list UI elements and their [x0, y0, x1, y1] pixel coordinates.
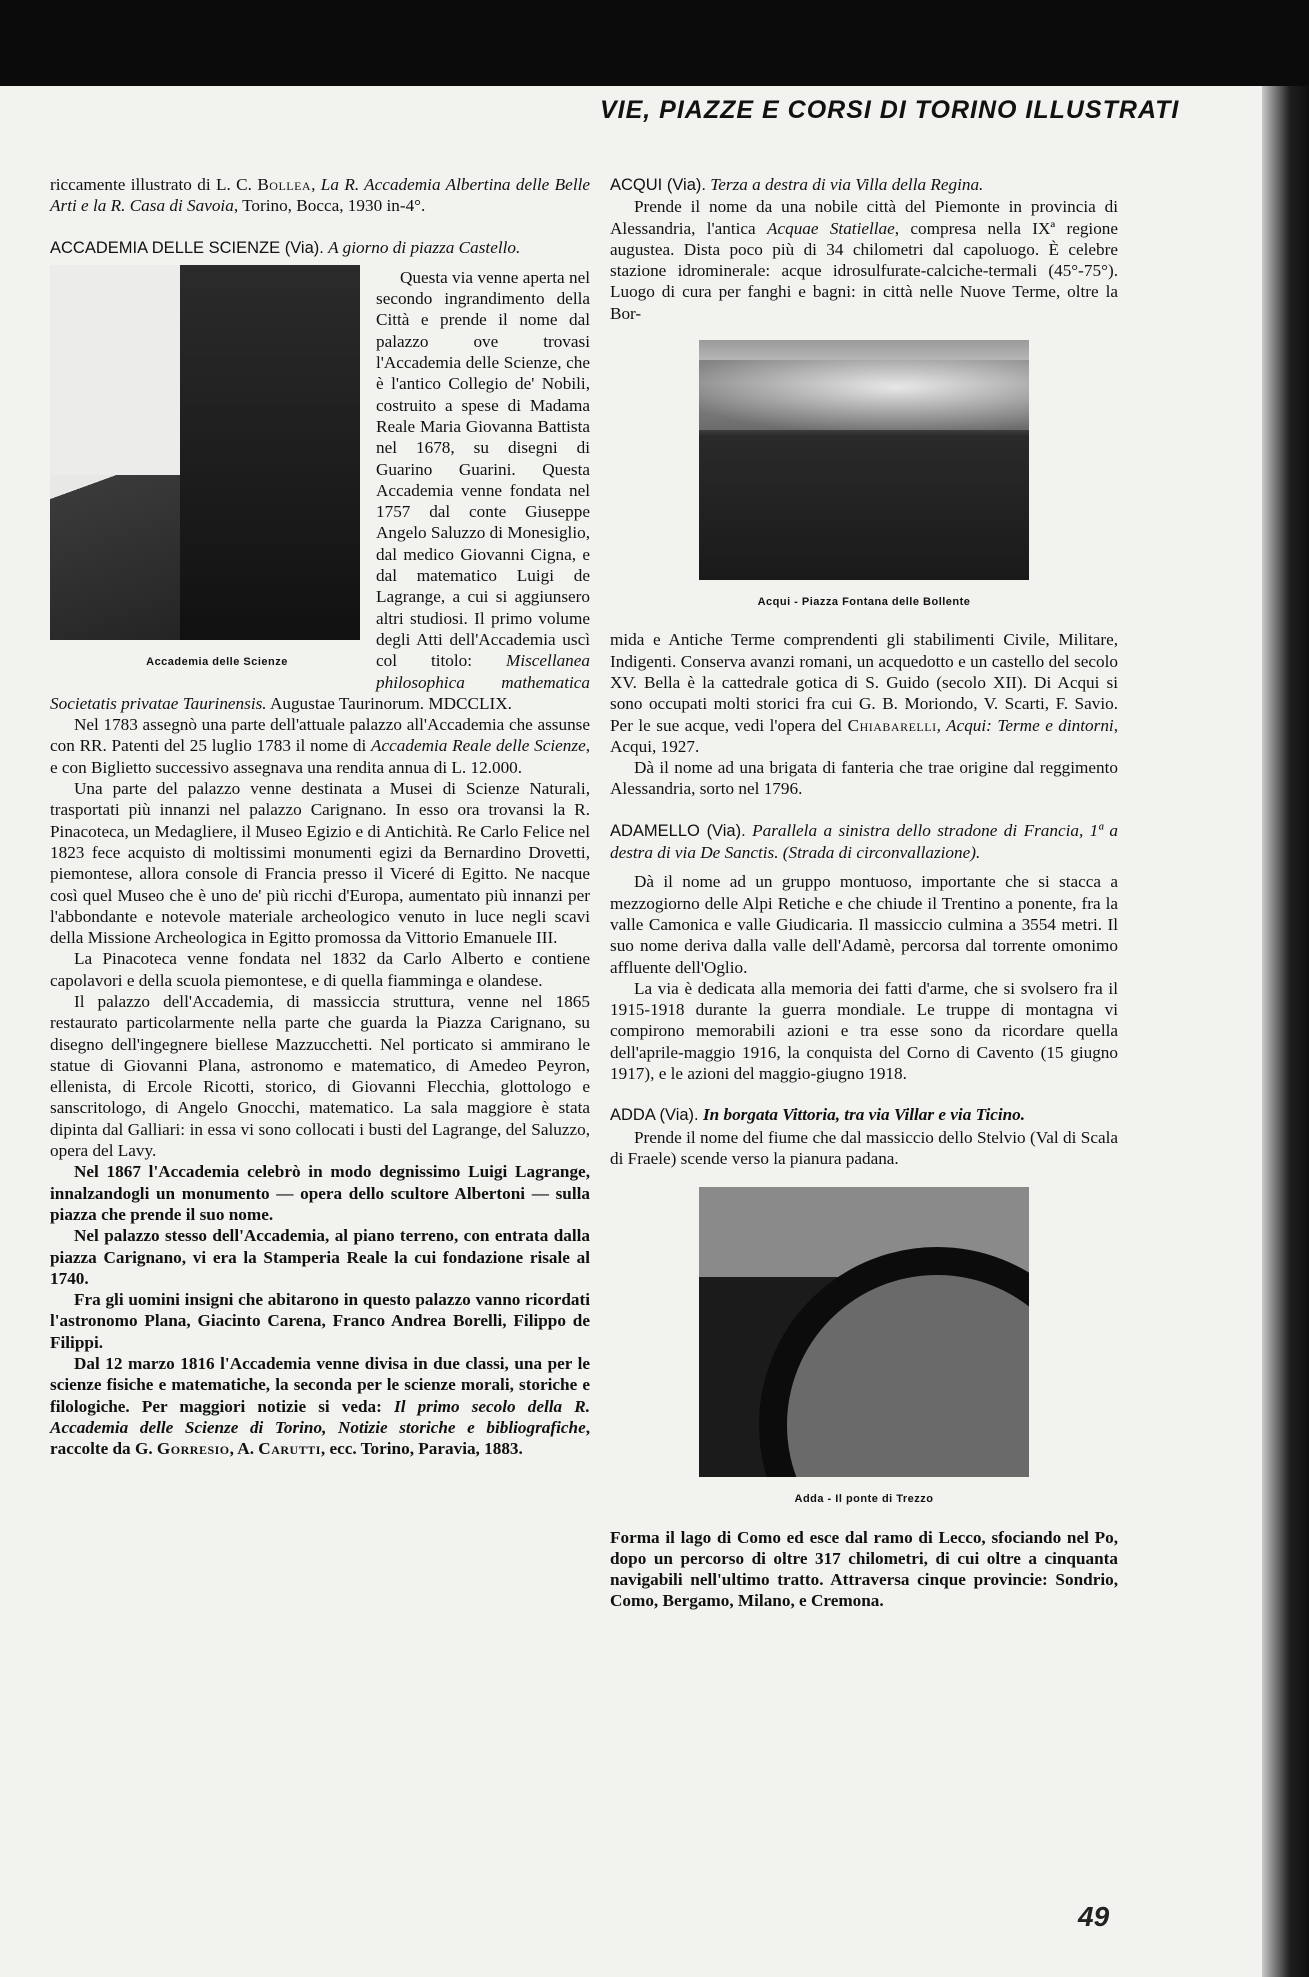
photo-acqui — [699, 340, 1029, 580]
entry-adamello — [610, 820, 1118, 864]
left-paragraph-1: riccamente illustrato di L. C. Bollea, La R. Accademia Albertina delle Belle Arti e la R. Casa di Savoia, Torino, Bocca, 1930 in-4°. — [50, 175, 590, 216]
left-paragraph-5: La Pinacoteca venne fondata nel 1832 da Carlo Alberto e contiene capolavori e della scuola piemontese, e di quella fiamminga e olandese. — [50, 949, 590, 990]
right-paragraph-3: Dà il nome ad una brigata di fanteria che trae origine dal reggimento Alessandria, sorto nel 1796. — [610, 758, 1118, 799]
page-number: 49 — [1078, 1901, 1110, 1932]
left-column — [50, 174, 590, 1460]
scan-top-band — [0, 0, 1309, 86]
entry-location: Terza a destra di via Villa della Regina. — [710, 175, 984, 194]
entry-location: In borgata Vittoria, tra via Villar e via Ticino. — [702, 1105, 1026, 1125]
right-paragraph-2: mida e Antiche Terme comprendenti gli stabilimenti Civile, Militare, Indigenti. Conserva avanzi romani, un acquedotto e un castello del secolo XV. Bella è la cattedrale gotica di S. Guido (secolo XII). Di Acqui si sono occupati molti storici fra cui G. B. Moriondo, V. Scarti, F. Savio. Per le sue acque, vedi l'opera del Chiabarelli, Acqui: Terme e dintorni, Acqui, 1927. — [610, 630, 1118, 756]
entry-title: ACQUI (Via). — [610, 176, 706, 194]
entry-title: ACCADEMIA DELLE SCIENZE (Via). — [50, 238, 324, 257]
left-paragraph-2: Accademia delle Scienze Questa via venne aperta nel secondo ingrandimento della Città e prende il nome dal palazzo ove trovasi l'Accademia delle Scienze, che è l'antico Collegio de' Nobili, costruito a spese di Madama Reale Maria Giovanna Battista nel 1678, su disegni di Guarino Guarini. Questa Accademia venne fondata nel 1757 dal conte Giuseppe Angelo Saluzzo di Monesiglio, dal medico Giovanni Cigna, e dal matematico Luigi de Lagrange, a cui si aggiunsero altri studiosi. Il primo volume degli Atti dell'Accademia uscì col titolo: Miscellanea philosophica mathematica Societatis privatae Taurinensis. Augustae Taurinorum. MDCCLIX. — [50, 267, 590, 714]
photo-accademia — [50, 265, 360, 675]
left-paragraph-7: Nel 1867 l'Accademia celebrò in modo degnissimo Luigi Lagrange, innalzandogli un monumento — opera dello scultore Albertoni — sulla piazza che prende il suo nome. — [50, 1162, 590, 1224]
photo-caption: Adda - Il ponte di Trezzo — [794, 1493, 934, 1506]
entry-acqui — [610, 174, 1118, 196]
right-paragraph-7: Forma il lago di Como ed esce dal ramo di Lecco, sfociando nel Po, dopo un percorso di oltre 317 chilometri, di cui oltre a cinquanta navigabili nell'ultimo tratto. Attraversa cinque provincie: Sondrio, Como, Bergamo, Milano, e Cremona. — [610, 1527, 1118, 1611]
photo-caption: Accademia delle Scienze — [146, 655, 288, 668]
entry-title: ADDA (Via). — [610, 1106, 699, 1125]
entry-location: A giorno di piazza Castello. — [328, 237, 521, 257]
right-column — [610, 174, 1118, 1612]
entry-accademia-delle-scienze — [50, 237, 590, 259]
photo-adda — [699, 1187, 1029, 1477]
right-paragraph-6: Prende il nome del fiume che dal massiccio dello Stelvio (Val di Scala di Fraele) scende verso la pianura padana. — [610, 1127, 1118, 1168]
right-paragraph-4: Dà il nome ad un gruppo montuoso, importante che si stacca a mezzogiorno delle Alpi Retiche e che chiude il Trentino a ponente, fra la valle Camonica e valle Giudicaria. Il massiccio culmina a 3554 metri. Il suo nome deriva dalla valle dell'Adamè, percorsa dal torrente omonimo affluente dell'Oglio. — [610, 872, 1118, 977]
left-paragraph-4: Una parte del palazzo venne destinata a Musei di Scienze Naturali, trasportati più innanzi nel palazzo Carignano. In esso ora trovansi la R. Pinacoteca, un Medagliere, il Museo Egizio e di Antichità. Re Carlo Felice nel 1823 fece acquisto di moltissimi monumenti egizi da Bernardino Drovetti, piemontese, allora console di Francia presso il Viceré di Egitto. Ne nacque così quel Museo che è uno de' più ricchi d'Europa, aumentato più innanzi per l'abbondante e notevole materiale archeologico venuto in luce negli scavi della Missione Archeologica in Egitto promossa da Vittorio Emanuele III. — [50, 779, 590, 948]
left-paragraph-3: Nel 1783 assegnò una parte dell'attuale palazzo all'Accademia che assunse con RR. Patenti del 25 luglio 1783 il nome di Accademia Reale delle Scienze, e con Biglietto successivo assegnava una rendita annua di L. 12.000. — [50, 715, 590, 777]
entry-adda — [610, 1104, 1118, 1126]
book-page — [0, 86, 1262, 1977]
right-paragraph-5: La via è dedicata alla memoria dei fatti d'arme, che si svolsero fra il 1915-1918 durante la guerra mondiale. Le truppe di montagna vi compirono memorabili azioni e tra esse sono da ricordare quella dell'aprile-maggio 1916, la conquista del Corno di Cavento (15 giugno 1917), e le azioni del maggio-giugno 1918. — [610, 978, 1118, 1084]
scan-right-edge — [1261, 86, 1309, 1977]
photo-accademia-image — [50, 265, 360, 640]
running-head: VIE, PIAZZE E CORSI DI TORINO ILLUSTRATI — [600, 96, 1180, 124]
left-paragraph-6: Il palazzo dell'Accademia, di massiccia struttura, venne nel 1865 restaurato particolarmente nella parte che guarda la Piazza Carignano, su disegno dell'ingegnere biellese Mazzucchetti. Nel porticato si ammirano le statue di Giovanni Plana, astronomo e matematico, di Amedeo Peyron, ellenista, di Ercole Ricotti, storico, di Giovanni Flecchia, glottologo e sanscritologo, di Angelo Gnocchi, matematico. La sala maggiore è stata dipinta dal Galliari: in essa vi sono collocati i busti del Lagrange, del Saluzzo, opera del Lavy. — [50, 991, 590, 1161]
photo-caption: Acqui - Piazza Fontana delle Bollente — [757, 596, 971, 609]
left-paragraph-9: Fra gli uomini insigni che abitarono in questo palazzo vanno ricordati l'astronomo Plana, Giacinto Carena, Franco Andrea Borelli, Filippo de Filippi. — [50, 1290, 590, 1352]
left-paragraph-10: Dal 12 marzo 1816 l'Accademia venne divisa in due classi, una per le scienze fisiche e matematiche, la seconda per le scienze morali, storiche e filologiche. Per maggiori notizie si veda: Il primo secolo della R. Accademia delle Scienze di Torino, Notizie storiche e bibliografiche, raccolte da G. Gorresio, A. Carutti, ecc. Torino, Paravia, 1883. — [50, 1354, 590, 1459]
entry-location: Parallela a sinistra dello stradone di Francia, 1ª a destra di via De Sanctis. (Strada di circonvallazione). — [610, 820, 1118, 863]
left-paragraph-8: Nel palazzo stesso dell'Accademia, al piano terreno, con entrata dalla piazza Carignano, vi era la Stamperia Reale la cui fondazione risale al 1740. — [50, 1226, 590, 1288]
entry-title: ADAMELLO (Via). — [610, 821, 746, 840]
right-paragraph-1: Prende il nome da una nobile città del Piemonte in provincia di Alessandria, l'antica Acquae Statiellae, compresa nella IXª regione augustea. Dista poco più di 34 chilometri dal capoluogo. È celebre stazione idrominerale: acque idrosulfurate-calciche-termali (45°-75°). Luogo di cura per fanghi e bagni: in città nelle Nuove Terme, oltre la Bor- — [610, 197, 1119, 323]
